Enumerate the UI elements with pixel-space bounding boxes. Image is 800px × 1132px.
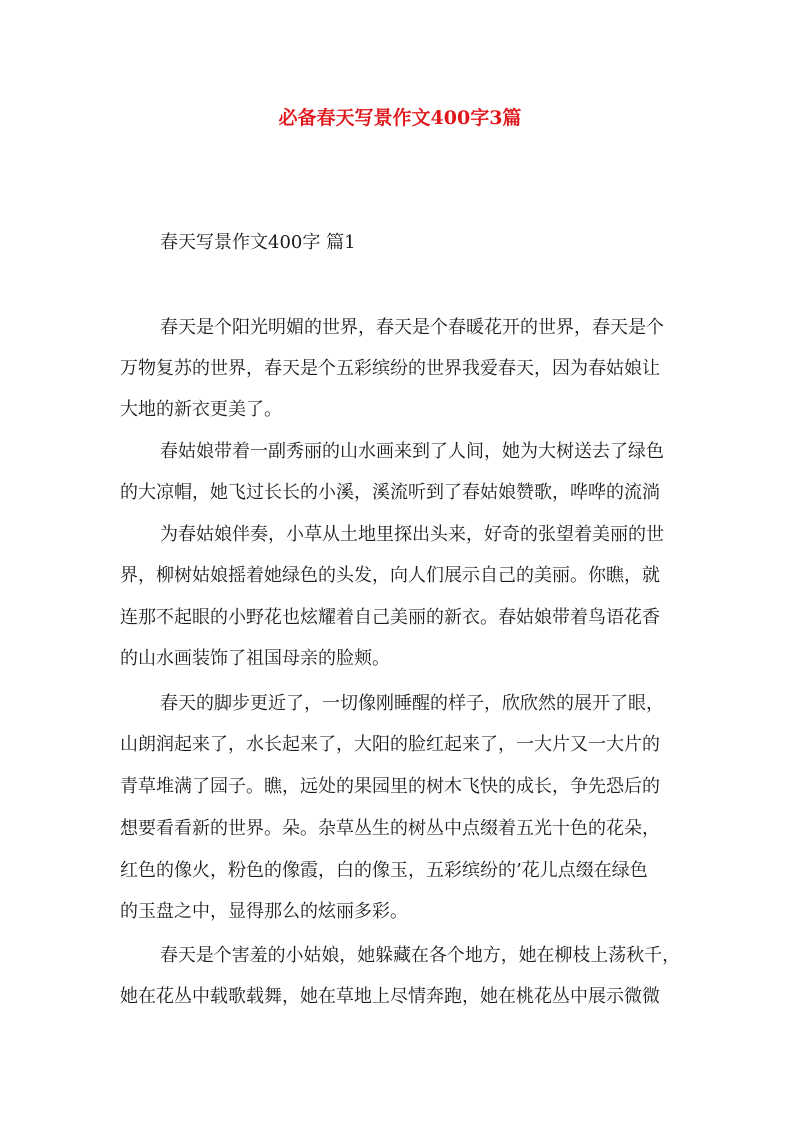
paragraph-line: 春天是个害羞的小姑娘，她躲藏在各个地方，她在柳枝上荡秋千， (160, 945, 680, 966)
paragraph-line: 连那不起眼的小野花也炫耀着自己美丽的新衣。春姑娘带着鸟语花香 (120, 607, 660, 628)
paragraph-line: 的大凉帽，她飞过长长的小溪，溪流听到了春姑娘赞歌，哗哗的流淌 (120, 482, 660, 503)
paragraph-line: 的山水画装饰了祖国母亲的脸颊。 (120, 648, 390, 669)
paragraph-line: 的玉盘之中，显得那么的炫丽多彩。 (120, 901, 408, 922)
paragraph-line: 红色的像火，粉色的像霞，白的像玉，五彩缤纷的’花儿点缀在绿色 (120, 860, 648, 881)
paragraph-line: 万物复苏的世界，春天是个五彩缤纷的世界我爱春天，因为春姑娘让 (120, 358, 660, 379)
paragraph-line: 春天是个阳光明媚的世界，春天是个春暖花开的世界，春天是个 (160, 317, 664, 338)
document-title: 必备春天写景作文400字3篇 (278, 107, 522, 129)
paragraph-line: 山朗润起来了，水长起来了，大阳的脸红起来了，一大片又一大片的 (120, 734, 660, 755)
paragraph-line: 春天的脚步更近了，一切像刚睡醒的样子，欣欣然的展开了眼， (160, 693, 664, 714)
paragraph-line: 界，柳树姑娘摇着她绿色的头发，向人们展示自己的美丽。你瞧，就 (120, 565, 660, 586)
paragraph-line: 想要看看新的世界。朵。杂草丛生的树丛中点缀着五光十色的花朵， (120, 818, 660, 839)
paragraph-line: 为春姑娘伴奏，小草从土地里探出头来，好奇的张望着美丽的世 (160, 524, 664, 545)
paragraph-line: 她在花丛中载歌载舞，她在草地上尽情奔跑，她在桃花丛中展示微微 (120, 986, 660, 1007)
paragraph-line: 青草堆满了园子。瞧，远处的果园里的树木飞快的成长，争先恐后的 (120, 776, 660, 797)
paragraph-line: 春姑娘带着一副秀丽的山水画来到了人间，她为大树送去了绿色 (160, 441, 664, 462)
paragraph-line: 大地的新衣更美了。 (120, 399, 282, 420)
section-heading: 春天写景作文400字 篇1 (160, 232, 356, 253)
